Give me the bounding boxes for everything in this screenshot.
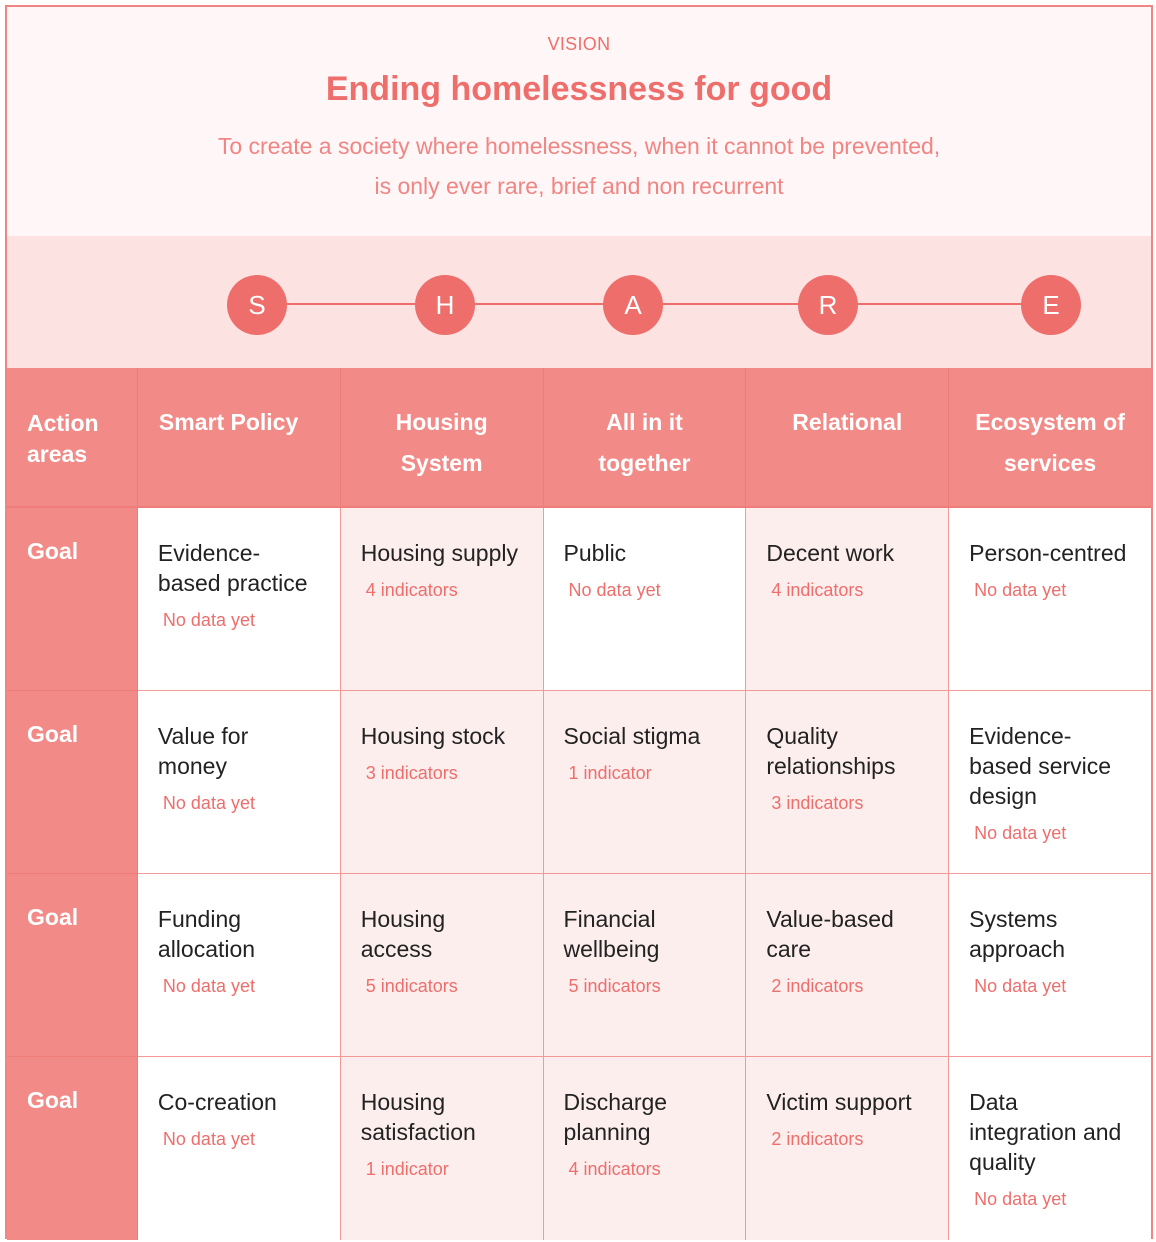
goal-cell[interactable] bbox=[949, 508, 1151, 691]
goal-name: Person-centred bbox=[969, 540, 1127, 566]
share-node-h: H bbox=[415, 275, 475, 335]
corner-label-action-areas: Action areas bbox=[7, 368, 138, 508]
vision-description bbox=[7, 126, 1151, 206]
goal-name: Value for money bbox=[157, 723, 249, 779]
column-header-ecosystem-of-services: Ecosystem of services bbox=[949, 368, 1151, 508]
goal-status: No data yet bbox=[162, 610, 255, 630]
table-row bbox=[7, 508, 1151, 691]
goal-status: 3 indicators bbox=[365, 763, 458, 783]
goal-cell[interactable] bbox=[746, 508, 949, 691]
column-header-relational: Relational bbox=[746, 368, 949, 508]
goal-cell[interactable] bbox=[544, 1057, 747, 1240]
goal-status: No data yet bbox=[974, 823, 1067, 843]
goal-status: 4 indicators bbox=[771, 580, 864, 600]
goal-name: Discharge planning bbox=[563, 1089, 668, 1145]
goal-name: Quality relationships bbox=[766, 723, 896, 779]
column-header-smart-policy: Smart Policy bbox=[138, 368, 341, 508]
goal-name: Housing access bbox=[360, 906, 446, 962]
row-label-goal: Goal bbox=[7, 874, 138, 1057]
goal-cell[interactable] bbox=[138, 1057, 341, 1240]
goal-status: No data yet bbox=[162, 793, 255, 813]
share-node-r: R bbox=[798, 275, 858, 335]
row-label-goal: Goal bbox=[7, 508, 138, 691]
goal-name: Financial wellbeing bbox=[563, 906, 660, 962]
goal-status: No data yet bbox=[974, 976, 1067, 996]
vision-title: Ending homelessness for good bbox=[325, 70, 833, 108]
goal-status: No data yet bbox=[568, 580, 661, 600]
share-acronym-band bbox=[7, 236, 1151, 368]
goal-cell[interactable] bbox=[949, 1057, 1151, 1240]
goal-cell[interactable] bbox=[949, 874, 1151, 1057]
action-areas-table bbox=[7, 368, 1151, 1240]
vision-label: VISION bbox=[547, 34, 611, 54]
goal-cell[interactable] bbox=[341, 874, 544, 1057]
goal-cell[interactable] bbox=[341, 1057, 544, 1240]
goal-name: Evidence-based service design bbox=[969, 723, 1112, 809]
goal-name: Housing satisfaction bbox=[360, 1089, 476, 1145]
goal-name: Housing supply bbox=[360, 540, 518, 566]
goal-cell[interactable] bbox=[746, 1057, 949, 1240]
vision-description-line-1: To create a society where homelessness, when it cannot be prevented, bbox=[217, 133, 941, 159]
table-row bbox=[7, 691, 1151, 874]
column-header-housing-system: Housing System bbox=[341, 368, 544, 508]
goal-name: Value-based care bbox=[766, 906, 894, 962]
goal-name: Data integration and quality bbox=[969, 1089, 1122, 1175]
goal-status: 4 indicators bbox=[568, 1159, 661, 1179]
goal-status: 2 indicators bbox=[771, 1129, 864, 1149]
goal-cell[interactable] bbox=[746, 691, 949, 874]
row-label-goal: Goal bbox=[7, 691, 138, 874]
table-row bbox=[7, 874, 1151, 1057]
goal-status: 4 indicators bbox=[365, 580, 458, 600]
goal-status: No data yet bbox=[974, 1189, 1067, 1209]
goal-name: Systems approach bbox=[969, 906, 1066, 962]
goal-status: 5 indicators bbox=[568, 976, 661, 996]
column-header-all-in-it-together: All in it together bbox=[544, 368, 747, 508]
goal-name: Co-creation bbox=[157, 1089, 277, 1115]
goal-name: Housing stock bbox=[360, 723, 506, 749]
goal-name: Social stigma bbox=[563, 723, 701, 749]
goal-status: No data yet bbox=[162, 1129, 255, 1149]
goal-name: Victim support bbox=[766, 1089, 912, 1115]
vision-panel bbox=[7, 7, 1151, 238]
goal-name: Decent work bbox=[766, 540, 895, 566]
goal-cell[interactable] bbox=[949, 691, 1151, 874]
goal-cell[interactable] bbox=[746, 874, 949, 1057]
goal-cell[interactable] bbox=[544, 691, 747, 874]
share-node-a: A bbox=[603, 275, 663, 335]
share-framework-diagram bbox=[5, 5, 1153, 1239]
goal-cell[interactable] bbox=[341, 508, 544, 691]
goal-cell[interactable] bbox=[138, 691, 341, 874]
goal-name: Funding allocation bbox=[157, 906, 256, 962]
vision-description-line-2: is only ever rare, brief and non recurrent bbox=[374, 173, 784, 199]
goal-status: 1 indicator bbox=[568, 763, 652, 783]
goal-cell[interactable] bbox=[138, 874, 341, 1057]
goal-name: Public bbox=[563, 540, 627, 566]
row-label-goal: Goal bbox=[7, 1057, 138, 1240]
goal-cell[interactable] bbox=[544, 874, 747, 1057]
goal-status: 3 indicators bbox=[771, 793, 864, 813]
goal-status: 1 indicator bbox=[365, 1159, 449, 1179]
table-row bbox=[7, 1057, 1151, 1240]
goal-status: 5 indicators bbox=[365, 976, 458, 996]
goal-cell[interactable] bbox=[138, 508, 341, 691]
goal-cell[interactable] bbox=[341, 691, 544, 874]
table-header-row bbox=[7, 368, 1151, 508]
share-node-e: E bbox=[1021, 275, 1081, 335]
goal-status: 2 indicators bbox=[771, 976, 864, 996]
goal-name: Evidence-based practice bbox=[157, 540, 308, 596]
goal-status: No data yet bbox=[974, 580, 1067, 600]
goal-status: No data yet bbox=[162, 976, 255, 996]
goal-cell[interactable] bbox=[544, 508, 747, 691]
share-node-s: S bbox=[227, 275, 287, 335]
